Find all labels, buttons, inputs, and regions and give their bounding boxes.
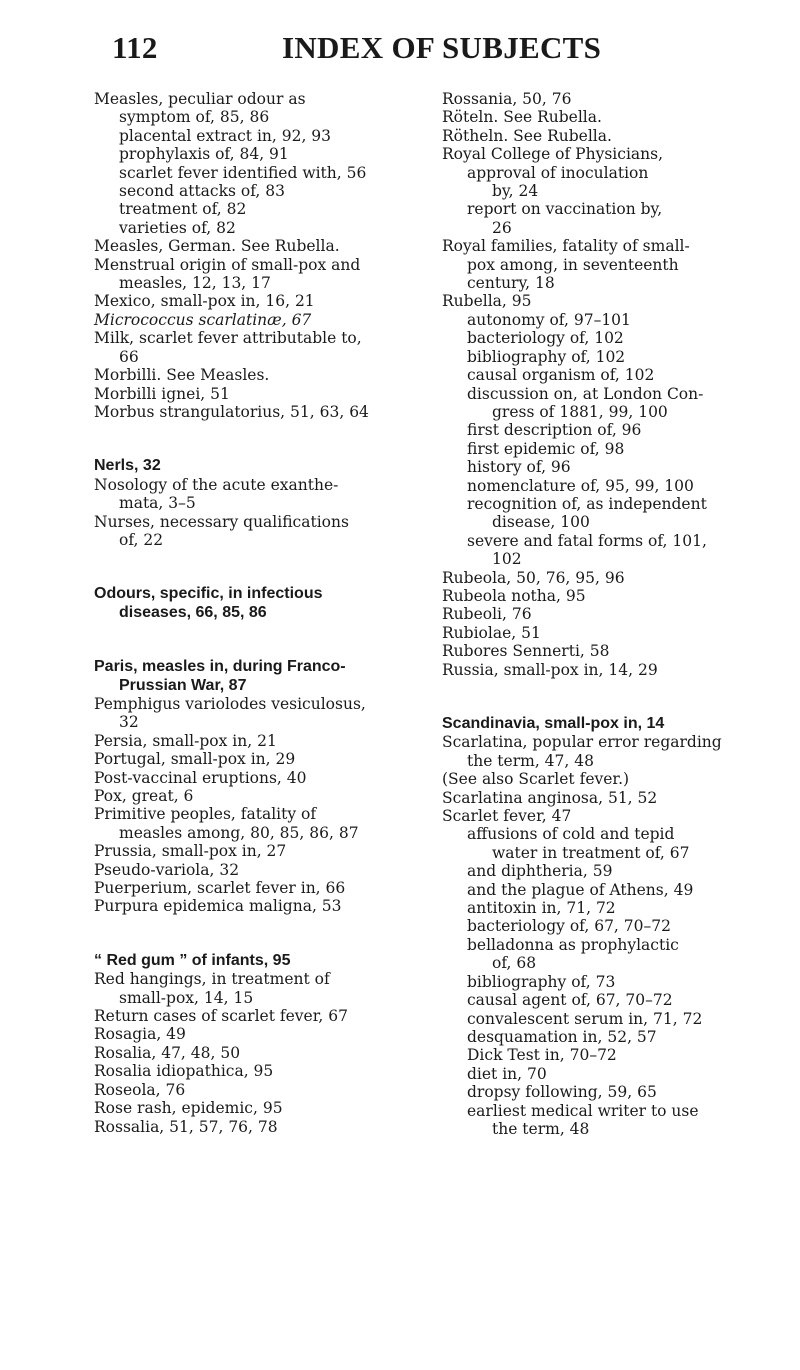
index-entry-line: gress of 1881, 99, 100 xyxy=(492,402,668,421)
index-entry-line: placental extract in, 92, 93 xyxy=(119,126,332,145)
index-entry-line: Nurses, necessary qualifications xyxy=(94,512,349,531)
index-entry xyxy=(94,311,394,329)
index-entry-line: pox among, in seventeenth xyxy=(467,255,679,274)
index-subentry xyxy=(442,348,742,366)
index-entry-line: (See also Scarlet fever.) xyxy=(442,770,630,789)
index-entry xyxy=(94,732,394,750)
index-entry xyxy=(94,769,394,787)
index-entry-line: Morbilli. See Measles. xyxy=(94,366,270,385)
index-entry-line: Scarlet fever, 47 xyxy=(442,807,572,826)
index-entry-line: Röteln. See Rubella. xyxy=(442,108,602,127)
index-entry-line: Morbus strangulatorius, 51, 63, 64 xyxy=(94,402,369,421)
index-entry xyxy=(442,237,742,292)
index-entry-line: Nerls, 32 xyxy=(94,457,161,475)
index-entry-line: history of, 96 xyxy=(467,458,571,477)
index-subentry xyxy=(442,862,742,880)
index-entry-line: the term, 47, 48 xyxy=(467,751,594,770)
index-entry-line: Royal College of Physicians, xyxy=(442,145,664,164)
index-entry xyxy=(94,1118,394,1136)
index-entry-line: approval of inoculation xyxy=(467,163,649,182)
index-entry-line: Pox, great, 6 xyxy=(94,787,194,805)
index-subentry xyxy=(442,477,742,495)
index-entry-line: Prussia, small-pox in, 27 xyxy=(94,842,287,861)
index-entry xyxy=(442,569,742,587)
index-entry xyxy=(442,605,742,623)
index-entry-line: mata, 3–5 xyxy=(119,494,196,513)
index-entry xyxy=(94,842,394,860)
index-entry xyxy=(94,805,394,842)
index-subentry xyxy=(442,458,742,476)
index-subentry xyxy=(442,440,742,458)
index-subentry xyxy=(442,164,742,201)
index-entry-line: of, 22 xyxy=(119,530,164,549)
index-subentry xyxy=(442,1065,742,1083)
index-entry-line: diseases, 66, 85, 86 xyxy=(119,603,267,621)
index-entry-line: earliest medical writer to use xyxy=(467,1101,699,1120)
letter-section-gap xyxy=(94,916,394,952)
index-entry-line: measles, 12, 13, 17 xyxy=(119,274,271,293)
index-subentry xyxy=(442,973,742,991)
index-entry xyxy=(94,90,394,127)
index-entry-line: bacteriology of, 67, 70–72 xyxy=(467,917,671,936)
index-entry xyxy=(94,457,394,475)
letter-section-gap xyxy=(94,421,394,457)
index-entry-line: Russia, small-pox in, 14, 29 xyxy=(442,660,658,679)
index-entry-line: varieties of, 82 xyxy=(119,218,236,237)
index-entry-line: first epidemic of, 98 xyxy=(467,439,625,458)
index-entry-line: Paris, measles in, during Franco- xyxy=(94,658,346,676)
index-entry-line: treatment of, 82 xyxy=(119,200,247,219)
index-subentry xyxy=(442,366,742,384)
index-entry-line: discussion on, at London Con- xyxy=(467,384,704,403)
index-subentry xyxy=(94,182,394,200)
index-entry-line: Micrococcus scarlatinæ, 67 xyxy=(94,310,312,329)
index-entry xyxy=(94,1062,394,1080)
index-entry xyxy=(442,145,742,163)
index-entry xyxy=(94,1007,394,1025)
index-subentry xyxy=(442,532,742,569)
index-entry-line: Rossania, 50, 76 xyxy=(442,90,572,108)
index-subentry xyxy=(442,385,742,422)
index-entry-line: 32 xyxy=(119,713,139,732)
index-entry xyxy=(94,1099,394,1117)
index-entry-line: Roseola, 76 xyxy=(94,1080,186,1099)
index-entry-line: Rosalia idiopathica, 95 xyxy=(94,1062,274,1081)
index-entry xyxy=(94,861,394,879)
index-entry-line: Persia, small-pox in, 21 xyxy=(94,731,277,750)
index-subentry xyxy=(442,329,742,347)
index-entry-line: prophylaxis of, 84, 91 xyxy=(119,145,289,164)
index-entry xyxy=(94,750,394,768)
index-subentry xyxy=(442,825,742,862)
index-subentry xyxy=(94,219,394,237)
index-subentry xyxy=(442,1028,742,1046)
index-entry-line: Rubores Sennerti, 58 xyxy=(442,642,610,661)
index-entry-line: Dick Test in, 70–72 xyxy=(467,1046,617,1065)
index-entry-line: desquamation in, 52, 57 xyxy=(467,1027,657,1046)
index-entry-line: century, 18 xyxy=(467,274,555,293)
index-subentry xyxy=(442,899,742,917)
index-entry-line: second attacks of, 83 xyxy=(119,182,285,201)
index-entry-line: disease, 100 xyxy=(492,513,590,532)
index-entry-line: Rubeola notha, 95 xyxy=(442,586,586,605)
index-subentry xyxy=(442,1010,742,1028)
index-entry xyxy=(442,770,742,788)
index-entry xyxy=(94,513,394,550)
index-entry-line: Prussian War, 87 xyxy=(119,676,247,694)
index-entry-line: Morbilli ignei, 51 xyxy=(94,384,230,403)
index-entry xyxy=(94,695,394,732)
index-entry-line: Mexico, small-pox in, 16, 21 xyxy=(94,292,315,311)
index-entry xyxy=(94,787,394,805)
index-subentry xyxy=(442,991,742,1009)
index-entry xyxy=(94,970,394,1007)
index-subentry xyxy=(442,421,742,439)
index-entry xyxy=(442,127,742,145)
index-entry-line: Nosology of the acute exanthe- xyxy=(94,475,339,494)
index-entry xyxy=(442,292,742,310)
index-entry-line: Milk, scarlet fever attributable to, xyxy=(94,329,362,348)
index-entry-line: causal organism of, 102 xyxy=(467,366,655,385)
index-entry-line: Red hangings, in treatment of xyxy=(94,970,330,989)
letter-section-gap xyxy=(442,679,742,715)
index-entry xyxy=(442,733,742,770)
index-entry-line: measles among, 80, 85, 86, 87 xyxy=(119,823,359,842)
index-subentry xyxy=(442,917,742,935)
index-entry-line: antitoxin in, 71, 72 xyxy=(467,899,616,918)
index-entry-line: and diphtheria, 59 xyxy=(467,862,613,881)
index-entry-line: and the plague of Athens, 49 xyxy=(467,880,694,899)
index-entry-line: Rubeoli, 76 xyxy=(442,605,532,624)
index-subentry xyxy=(442,200,742,237)
index-entry xyxy=(94,366,394,384)
index-entry xyxy=(94,879,394,897)
index-entry xyxy=(442,789,742,807)
index-entry xyxy=(94,952,394,970)
index-entry xyxy=(94,292,394,310)
index-entry-line: symptom of, 85, 86 xyxy=(119,108,270,127)
index-entry-line: first description of, 96 xyxy=(467,421,642,440)
index-subentry xyxy=(94,200,394,218)
index-entry xyxy=(442,715,742,733)
index-entry xyxy=(94,1025,394,1043)
index-entry-line: affusions of cold and tepid xyxy=(467,825,675,844)
index-entry-line: Scandinavia, small-pox in, 14 xyxy=(442,715,665,732)
index-entry-line: Scarlatina anginosa, 51, 52 xyxy=(442,788,658,807)
index-entry-line: diet in, 70 xyxy=(467,1064,547,1083)
index-entry-line: bacteriology of, 102 xyxy=(467,329,624,348)
index-entry-line: of, 68 xyxy=(492,954,537,973)
index-entry-line: Primitive peoples, fatality of xyxy=(94,805,317,824)
index-entry xyxy=(442,661,742,679)
index-entry-line: 102 xyxy=(492,550,522,569)
index-entry-line: severe and fatal forms of, 101, xyxy=(467,531,707,550)
index-subentry xyxy=(442,311,742,329)
index-column-left xyxy=(94,90,394,1136)
index-entry-line: by, 24 xyxy=(492,182,539,201)
index-entry-line: Portugal, small-pox in, 29 xyxy=(94,750,296,769)
index-entry-line: Pemphigus variolodes vesiculosus, xyxy=(94,694,366,713)
index-entry-line: convalescent serum in, 71, 72 xyxy=(467,1009,703,1028)
index-entry xyxy=(94,1081,394,1099)
index-entry-line: small-pox, 14, 15 xyxy=(119,988,254,1007)
index-entry-line: “ Red gum ” of infants, 95 xyxy=(94,951,291,969)
letter-section-gap xyxy=(94,622,394,658)
index-entry-line: Menstrual origin of small-pox and xyxy=(94,255,361,274)
index-entry xyxy=(442,587,742,605)
index-entry-line: Odours, specific, in infectious xyxy=(94,585,323,603)
index-entry-line: the term, 48 xyxy=(492,1119,590,1138)
letter-section-gap xyxy=(94,549,394,585)
index-entry-line: Scarlatina, popular error regarding xyxy=(442,733,722,752)
index-entry xyxy=(94,476,394,513)
index-entry-line: 26 xyxy=(492,218,512,237)
index-entry xyxy=(94,1044,394,1062)
index-entry-line: bibliography of, 102 xyxy=(467,347,626,366)
index-entry-line: autonomy of, 97–101 xyxy=(467,310,631,329)
index-entry-line: Measles, peculiar odour as xyxy=(94,90,306,108)
index-subentry xyxy=(442,881,742,899)
index-entry-line: nomenclature of, 95, 99, 100 xyxy=(467,476,694,495)
index-entry-line: water in treatment of, 67 xyxy=(492,843,690,862)
index-subentry xyxy=(442,495,742,532)
index-subentry xyxy=(94,127,394,145)
index-entry xyxy=(94,329,394,366)
index-subentry xyxy=(442,1046,742,1064)
index-entry xyxy=(442,108,742,126)
index-subentry xyxy=(442,1102,742,1139)
index-entry-line: Royal families, fatality of small- xyxy=(442,237,690,256)
index-subentry xyxy=(94,145,394,163)
index-subentry xyxy=(94,164,394,182)
index-column-right xyxy=(442,90,742,1138)
index-entry-line: Rosagia, 49 xyxy=(94,1025,186,1044)
index-entry xyxy=(442,807,742,825)
index-entry-line: Puerperium, scarlet fever in, 66 xyxy=(94,879,346,898)
index-entry-line: Return cases of scarlet fever, 67 xyxy=(94,1007,348,1026)
index-entry xyxy=(94,385,394,403)
index-entry-line: Rose rash, epidemic, 95 xyxy=(94,1099,283,1118)
index-entry xyxy=(94,897,394,915)
index-entry-line: scarlet fever identified with, 56 xyxy=(119,163,367,182)
index-subentry xyxy=(442,936,742,973)
index-entry xyxy=(442,90,742,108)
index-entry-line: Purpura epidemica maligna, 53 xyxy=(94,897,342,916)
page-number: 112 xyxy=(112,30,158,65)
index-entry-line: Rossalia, 51, 57, 76, 78 xyxy=(94,1117,278,1136)
index-subentry xyxy=(442,1083,742,1101)
index-entry xyxy=(94,403,394,421)
index-entry xyxy=(94,658,394,695)
index-entry-line: Post-vaccinal eruptions, 40 xyxy=(94,768,307,787)
index-entry xyxy=(94,237,394,255)
index-entry-line: dropsy following, 59, 65 xyxy=(467,1083,657,1102)
index-entry xyxy=(94,256,394,293)
index-entry xyxy=(442,624,742,642)
index-entry-line: Rosalia, 47, 48, 50 xyxy=(94,1043,241,1062)
index-entry-line: report on vaccination by, xyxy=(467,200,663,219)
index-entry xyxy=(94,585,394,622)
index-entry xyxy=(442,642,742,660)
index-entry-line: belladonna as prophylactic xyxy=(467,935,679,954)
index-entry-line: Pseudo-variola, 32 xyxy=(94,860,240,879)
index-entry-line: Rubeola, 50, 76, 95, 96 xyxy=(442,568,625,587)
index-entry-line: Rubiolae, 51 xyxy=(442,623,541,642)
index-entry-line: recognition of, as independent xyxy=(467,494,707,513)
index-entry-line: Measles, German. See Rubella. xyxy=(94,237,340,256)
index-entry-line: causal agent of, 67, 70–72 xyxy=(467,991,673,1010)
index-entry-line: Rötheln. See Rubella. xyxy=(442,126,612,145)
index-entry-line: Rubella, 95 xyxy=(442,292,532,311)
page-title: INDEX OF SUBJECTS xyxy=(282,30,602,65)
index-entry-line: 66 xyxy=(119,347,139,366)
index-entry-line: bibliography of, 73 xyxy=(467,972,616,991)
